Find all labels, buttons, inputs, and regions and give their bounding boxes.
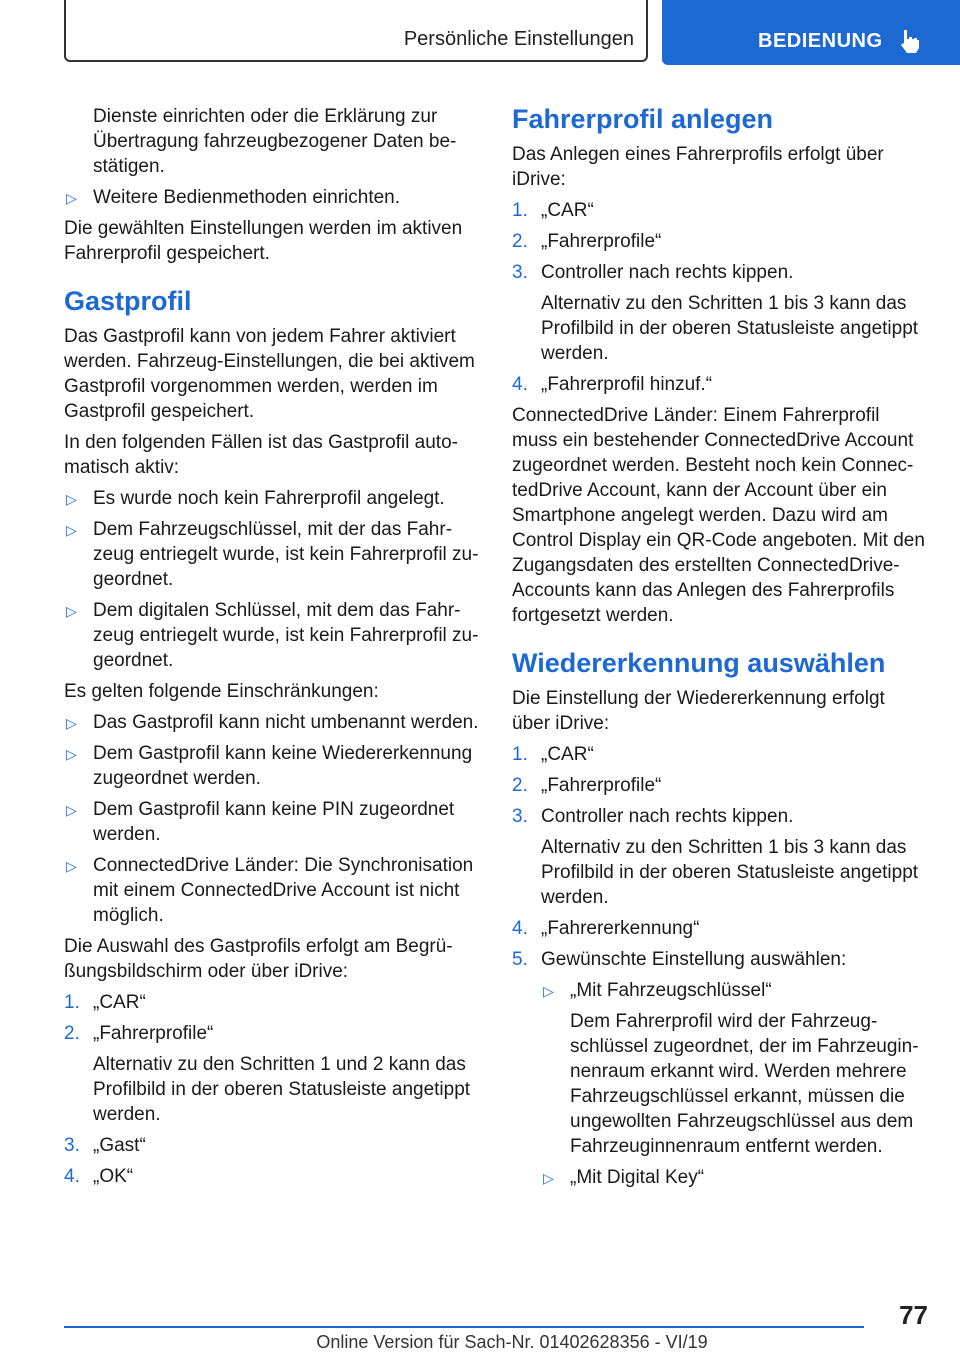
paragraph: Das Gastprofil kann von jedem Fahrer aktiviert werden. Fahrzeug-Einstellungen, die bei aktivem Gastprofil vorgenommen werden, werden im Gastprofil gespeichert.	[64, 326, 475, 422]
numbered-step: 2. „Fahrerprofile“	[512, 231, 662, 252]
list-item: ▷ Das Gastprofil kann nicht umbenannt werden.	[64, 710, 480, 735]
numbered-step: 3. Controller nach rechts kippen. Alternativ zu den Schritten 1 bis 3 kann das Profilbild in der oberen Statusleiste angetippt werden.	[512, 804, 928, 910]
paragraph: Die Einstellung der Wiedererkennung erfolgt über iDrive:	[512, 688, 885, 734]
step-note: Alternativ zu den Schritten 1 und 2 kann das Profilbild in der oberen Statusleiste angetippt werden.	[93, 1054, 471, 1125]
step-note: Alternativ zu den Schritten 1 bis 3 kann das Profilbild in der oberen Statusleiste angetippt werden.	[541, 293, 919, 364]
intro-continuation: Dienste einrichten oder die Erklärung zur Übertragung fahrzeugbezogener Daten bestätigen.	[93, 106, 457, 177]
paragraph: In den folgenden Fällen ist das Gastprofil automatisch aktiv:	[64, 432, 458, 478]
list-item: ▷ Es wurde noch kein Fahrerprofil angelegt.	[64, 486, 480, 511]
triangle-bullet-icon: ▷	[66, 802, 77, 818]
heading-fahrerprofil-anlegen: Fahrerprofil anlegen	[512, 104, 774, 134]
paragraph: Das Anlegen eines Fahrerprofils erfolgt über iDrive:	[512, 144, 884, 190]
paragraph: ConnectedDrive Länder: Einem Fahrerprofil muss ein bestehender ConnectedDrive Account zugeordnet werden. Besteht noch kein ConnectedDrive Account, kann der Account über ein Smartphone angelegt werden. Dazu wird am Control Display ein QR-Code angeboten. Mit den Zugangsdaten des erstellten ConnectedDrive-Accounts kann das Anlegen des Fahrerprofils fortgesetzt werden.	[512, 405, 925, 626]
hand-pointer-icon	[898, 28, 922, 54]
triangle-bullet-icon: ▷	[66, 746, 77, 762]
left-column	[64, 104, 480, 1195]
option-description: Dem Fahrerprofil wird der Fahrzeugschlüssel zugeordnet, der im Fahrzeuginnenraum erkannt wird. Werden mehrere Fahrzeugschlüssel erkannt, müssen die ungewollten Fahrzeugschlüssel aus dem Fahrzeuginnenraum entfernt werden.	[570, 1011, 919, 1157]
triangle-bullet-icon: ▷	[543, 1170, 554, 1186]
header-section-box	[64, 0, 648, 62]
triangle-bullet-icon: ▷	[66, 190, 77, 206]
triangle-bullet-icon: ▷	[66, 603, 77, 619]
list-item: ▷ Dem Gastprofil kann keine Wiedererkennung zugeordnet werden.	[66, 743, 473, 789]
triangle-bullet-icon: ▷	[66, 491, 77, 507]
triangle-bullet-icon: ▷	[543, 983, 554, 999]
triangle-bullet-icon: ▷	[66, 715, 77, 731]
right-column	[512, 104, 928, 1196]
numbered-step: 1. „CAR“	[64, 992, 146, 1013]
heading-gastprofil: Gastprofil	[64, 286, 192, 316]
paragraph: Es gelten folgende Einschränkungen:	[64, 681, 379, 702]
triangle-bullet-icon: ▷	[66, 522, 77, 538]
paragraph: Die gewählten Einstellungen werden im aktiven Fahrerprofil gespeichert.	[64, 218, 463, 264]
section-title: Persönliche Einstellungen	[403, 28, 634, 50]
chapter-tab-label: BEDIENUNG	[758, 30, 883, 52]
step-note: Alternativ zu den Schritten 1 bis 3 kann das Profilbild in der oberen Statusleiste angetippt werden.	[541, 837, 919, 908]
numbered-step: 4. „OK“	[64, 1166, 134, 1187]
list-item: ▷ Dem digitalen Schlüssel, mit dem das Fahrzeug entriegelt wurde, ist kein Fahrerprofil zugeordnet.	[66, 600, 479, 671]
list-item: ▷ „Mit Digital Key“	[541, 1165, 928, 1190]
footer-divider	[64, 1326, 864, 1328]
list-item: ▷ ConnectedDrive Länder: Die Synchronisation mit einem ConnectedDrive Account ist nicht möglich.	[66, 855, 474, 926]
heading-wiedererkennung: Wiedererkennung auswählen	[512, 648, 886, 678]
list-item: ▷ Weitere Bedienmethoden einrichten.	[64, 185, 480, 210]
numbered-step: 1. „CAR“	[512, 744, 594, 765]
numbered-step: 1. „CAR“	[512, 200, 594, 221]
page-number: 77	[899, 1300, 928, 1330]
chapter-tab[interactable]	[662, 0, 960, 65]
numbered-step: 2. „Fahrerprofile“ Alternativ zu den Schritten 1 und 2 kann das Profilbild in der oberen Statusleiste angetippt werden.	[64, 1021, 480, 1127]
list-item: ▷ Dem Gastprofil kann keine PIN zugeordnet werden.	[66, 799, 455, 845]
numbered-step: 5. Gewünschte Einstellung auswählen:	[512, 949, 847, 970]
triangle-bullet-icon: ▷	[66, 858, 77, 874]
numbered-step: 2. „Fahrerprofile“	[512, 775, 662, 796]
paragraph: Die Auswahl des Gastprofils erfolgt am Begrüßungsbildschirm oder über iDrive:	[64, 936, 453, 982]
list-item: ▷ Dem Fahrzeugschlüssel, mit der das Fahrzeug entriegelt wurde, ist kein Fahrerprofil zugeordnet.	[66, 519, 479, 590]
numbered-step: 3. „Gast“	[64, 1135, 146, 1156]
list-item: ▷ „Mit Fahrzeugschlüssel“ Dem Fahrerprofil wird der Fahrzeugschlüssel zugeordnet, der im Fahrzeuginnenraum erkannt wird. Werden mehrere Fahrzeugschlüssel erkannt, müssen die ungewollten Fahrzeugschlüssel aus dem Fahrzeuginnenraum entfernt werden.	[541, 978, 928, 1159]
numbered-step: 4. „Fahrererkennung“	[512, 918, 700, 939]
numbered-step: 3. Controller nach rechts kippen. Alternativ zu den Schritten 1 bis 3 kann das Profilbild in der oberen Statusleiste angetippt werden.	[512, 260, 928, 366]
footer-text: Online Version für Sach-Nr. 01402628356 - VI/19	[316, 1332, 708, 1352]
numbered-step: 4. „Fahrerprofil hinzuf.“	[512, 374, 713, 395]
